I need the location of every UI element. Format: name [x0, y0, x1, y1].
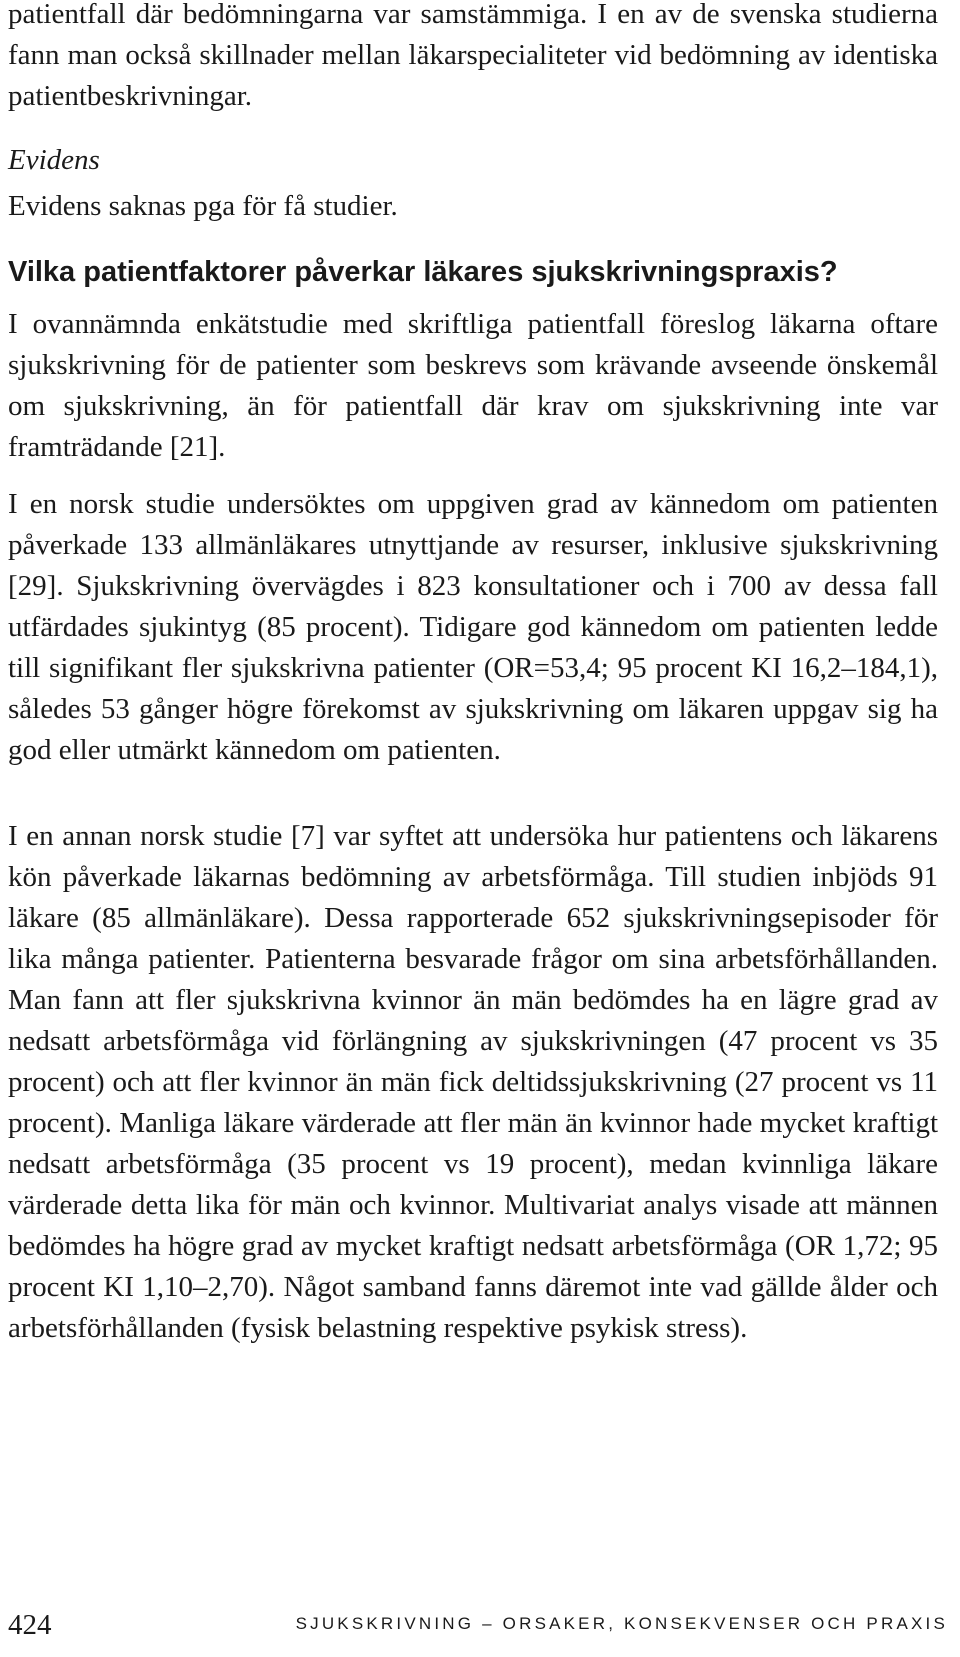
- paragraph-norwegian-study-familiarity: I en norsk studie undersöktes om uppgiven grad av kännedom om patienten påverkade 133 allmänläkares utnyttjande av resurser, inklusive sjukskrivning [29]. Sjukskrivning övervägdes i 823 konsultationer och i 700 av dessa fall utfärdades sjukintyg (85 procent). Tidigare god kännedom om patienten ledde till signifikant fler sjukskrivna patienter (OR=53,4; 95 procent KI 16,2–184,1), således 53 gånger högre förekomst av sjukskrivning om läkaren uppgav sig ha god eller utmärkt kännedom om patienten.: [8, 488, 938, 766]
- section-heading: Vilka patientfaktorer påverkar läkares sjukskrivningspraxis?: [8, 256, 838, 288]
- running-title: SJUKSKRIVNING – ORSAKER, KONSEKVENSER OCH PRAXIS: [295, 1614, 948, 1633]
- page-number: 424: [8, 1609, 52, 1641]
- evidence-subheading: Evidens: [8, 144, 100, 176]
- paragraph-norwegian-study-gender: I en annan norsk studie [7] var syftet att undersöka hur patientens och läkarens kön påverkade läkarnas bedömning av arbetsförmåga. Till studien inbjöds 91 läkare (85 allmänläkare). Dessa rapporterade 652 sjukskrivningsepisoder för lika många patienter. Patienterna besvarade frågor om sina arbetsförhållanden. Man fann att fler sjukskrivna kvinnor än män bedömdes ha en lägre grad av nedsatt arbetsförmåga vid förlängning av sjukskrivningen (47 procent vs 35 procent) och att fler kvinnor än män fick deltidssjukskrivning (27 procent vs 11 procent). Manliga läkare värderade att fler män än kvinnor hade mycket kraftigt nedsatt arbetsförmåga (35 procent vs 19 procent), medan kvinnliga läkare värderade detta lika för män och kvinnor. Multivariat analys visade att männen bedömdes ha högre grad av mycket kraftigt nedsatt arbetsförmåga (OR 1,72; 95 procent KI 1,10–2,70). Något samband fanns däremot inte vad gällde ålder och arbetsförhållanden (fysisk belastning respektive psykisk stress).: [8, 820, 938, 1344]
- intro-paragraph: patientfall där bedömningarna var samstämmiga. I en av de svenska studierna fann man också skillnader mellan läkarspecialiteter vid bedömning av identiska patientbeskrivningar.: [8, 0, 938, 112]
- paragraph-patient-demands: I ovannämnda enkätstudie med skriftliga patientfall föreslog läkarna oftare sjukskrivning för de patienter som beskrevs som krävande avseende önskemål om sjukskrivning, än för patientfall där krav om sjukskrivning inte var framträdande [21].: [8, 308, 938, 463]
- evidence-text: Evidens saknas pga för få studier.: [8, 190, 398, 222]
